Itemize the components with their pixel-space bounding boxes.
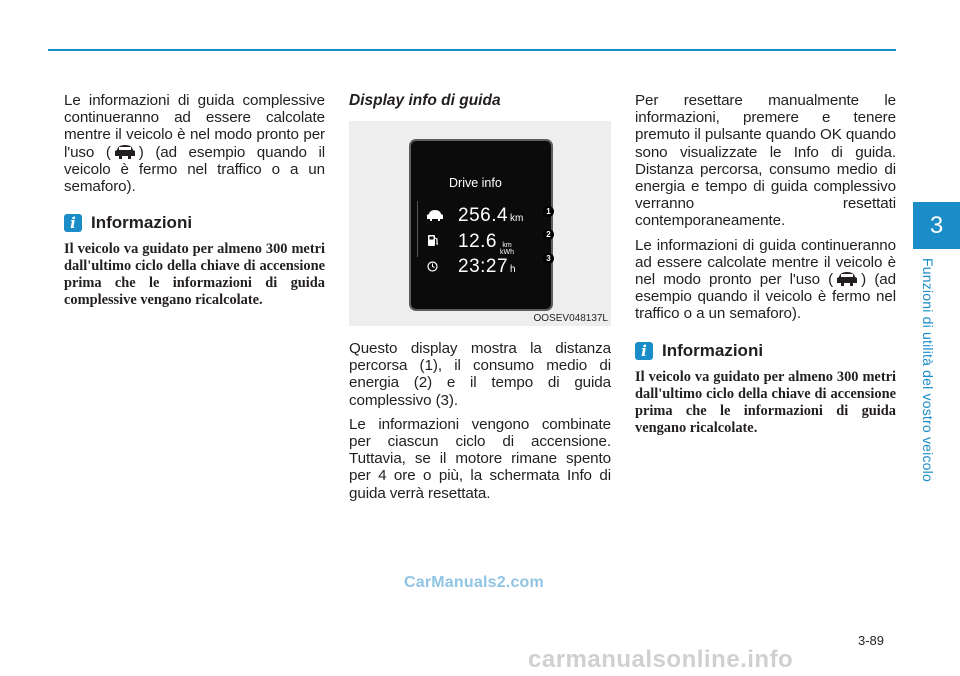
callout-2: 2: [543, 229, 554, 240]
info-text: Il veicolo va guidato per almeno 300 metri dall'ultimo ciclo della chiave di accensione prima che le informazioni di guida vengano ricalcolate.: [635, 368, 896, 436]
cluster-display: [409, 139, 553, 311]
section-title: Display info di guida: [349, 92, 501, 109]
paragraph: Le informazioni vengono combinate per ciascun ciclo di accensione. Tuttavia, se il motore rimane spento per 4 ore o più, la schermata Info di guida verrà resettata.: [349, 415, 611, 502]
ready-car-icon: [114, 144, 136, 160]
car-icon: [427, 210, 443, 224]
info-title: Informazioni: [662, 340, 764, 360]
energy-unit-top: km: [502, 242, 512, 249]
paragraph: Le informazioni di guida complessive continueranno ad essere calcolate mentre il veicolo è nel modo pronto per l'uso ( ) (ad esempio quando il veicolo è fermo nel traffico o a un semaforo).: [64, 92, 326, 196]
info-icon: i: [64, 214, 82, 232]
charging-station-icon: [427, 234, 443, 250]
ready-car-icon: [836, 271, 858, 287]
paragraph: Per resettare manualmente le informazioni, premere e tenere premuto il pulsante quando OK quando sono visualizzate le Info di guida. Distanza percorsa, consumo medio di energia e tempo di guida complessivo verranno resettati contemporaneamente.: [635, 92, 896, 230]
clock-icon: [427, 261, 443, 275]
time-value: 23:27: [458, 256, 509, 277]
watermark-link[interactable]: CarManuals2.com: [404, 574, 544, 591]
cluster-screen-title: Drive info: [449, 176, 502, 190]
distance-row: [427, 205, 523, 227]
figure-code: OOSEV048137L: [533, 313, 608, 324]
energy-row: [427, 231, 514, 256]
header-rule: [48, 49, 896, 51]
column-2: [349, 92, 611, 509]
energy-value: 12.6: [458, 231, 497, 252]
drive-info-figure: [349, 121, 611, 326]
info-heading: [64, 213, 325, 233]
chapter-title: Funzioni di utilità del vostro veicolo: [920, 258, 936, 482]
footer-watermark: carmanualsonline.info: [528, 646, 794, 673]
column-1: [64, 92, 325, 309]
callout-3: 3: [543, 253, 554, 264]
distance-unit: km: [510, 213, 524, 224]
page-number: 3-89: [858, 633, 885, 648]
paragraph: Questo display mostra la distanza percorsa (1), il consumo medio di energia (2) e il tempo di guida complessivo (3).: [349, 340, 611, 409]
cluster-divider: [417, 201, 418, 257]
callout-1: 1: [543, 206, 554, 217]
paragraph: Le informazioni di guida continueranno ad essere calcolate mentre il veicolo è nel modo pronto per l'uso ( ) (ad esempio quando il veicolo è fermo nel traffico o a un semaforo).: [635, 236, 896, 323]
info-title: Informazioni: [91, 213, 193, 233]
column-3: [635, 92, 896, 437]
energy-unit-bottom: kWh: [499, 249, 514, 256]
time-row: [427, 256, 516, 278]
distance-value: 256.4: [458, 205, 509, 226]
chapter-number-tab: 3: [913, 202, 960, 249]
info-icon: i: [635, 342, 653, 360]
time-unit: h: [510, 264, 516, 275]
info-heading: [635, 341, 896, 361]
info-text: Il veicolo va guidato per almeno 300 metri dall'ultimo ciclo della chiave di accensione prima che le informazioni di guida complessive vengano ricalcolate.: [64, 241, 325, 309]
energy-unit: [500, 242, 514, 256]
